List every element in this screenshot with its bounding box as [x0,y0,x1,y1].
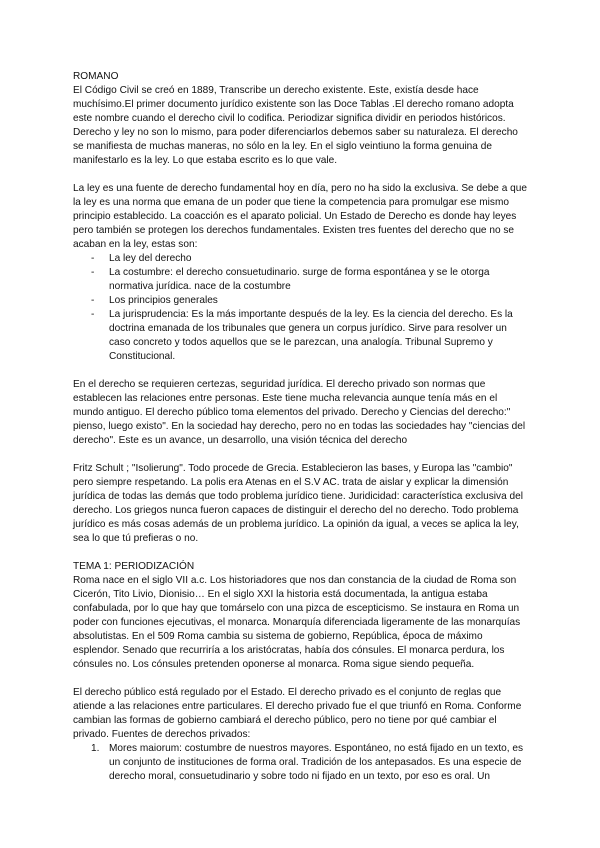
sources-list [73,252,528,364]
paragraph: La ley es una fuente de derecho fundamental hoy en día, pero no ha sido la exclusiva. Se debe a que la ley es una norma que emana de un poder que tiene la competencia para promulgar ese mismo principio establecido. La coacción es el aparato policial. Un Estado de Derecho es donde hay leyes pero también se protegen los derechos fundamentales. Existen tres fuentes del derecho que no se acaban en la ley, estas son: [73,183,527,250]
list-item-text: Mores maiorum: costumbre de nuestros mayores. Espontáneo, no está fijado en un texto, es un conjunto de instituciones de forma oral. Tradición de los antepasados. Es una especie de derecho moral, consuetudinario y sobre todo ni fijado en un texto, por eso es oral. Un [109,743,524,782]
paragraph: Fritz Schult ; "Isolierung". Todo procede de Grecia. Establecieron las bases, y Europa las "cambio" pero siempre respetando. La polis era Atenas en el S.V AC. trata de aislar y explicar la dimensión jurídica de todas las demás que todo problema jurídico tiene. Juridicidad: característica exclusiva del derecho. Los griegos nunca fueron capaces de distinguir el derecho del no derecho. Todo problema jurídico es más cosas además de un problema jurídico. La opinión da igual, a veces se aplica la ley, sea lo que tú prefieras o no. [73,463,523,544]
list-item [91,742,528,784]
paragraph: Roma nace en el siglo VII a.c. Los historiadores que nos dan constancia de la ciudad de Roma son Cicerón, Tito Livio, Dionisio… En el siglo XXI la historia está documentada, la antigua estaba confabulada, por lo que hay que tomárselo con una pizca de escepticismo. Se instaura en Roma un poder con funciones ejecutivas, el monarca. Monarquía diferenciada ligeramente de las monarquías absolutistas. En el 509 Roma cambia su sistema de gobierno, República, época de máximo esplendor. Senado que recurriría a los aristócratas, había dos cónsules. El monarca perdura, los cónsules no. Los cónsules pretenden oponerse al monarca. Roma sigue siendo pequeña. [73,575,521,670]
section-heading-romano: ROMANO [73,71,119,82]
private-sources-list [73,742,528,784]
paragraph: En el derecho se requieren certezas, seguridad jurídica. El derecho privado son normas que establecen las relaciones entre personas. Este tiene mucha relevancia aunque tenía más en el mundo antiguo. El derecho público toma elementos del privado. Derecho y Ciencias del derecho:" pienso, luego existo". En la sociedad hay derecho, pero no en todas las sociedades hay "ciencias del derecho". Este es un avance, un desarrollo, una visión técnica del derecho [73,379,526,446]
paragraph: El derecho público está regulado por el Estado. El derecho privado es el conjunto de reglas que atiende a las relaciones entre particulares. El derecho privado fue el que triunfó en Roma. Conforme cambian las formas de gobierno cambiará el derecho público, pero no tiene por qué cambiar el privado. Fuentes de derechos privados: [73,687,522,740]
list-item: - La ley del derecho [91,252,528,266]
paragraph: El Código Civil se creó en 1889, Transcribe un derecho existente. Este, existía desde hace muchísimo.El primer documento jurídico existente son las Doce Tablas .El derecho romano adopta este nombre cuando el derecho civil lo codifica. Periodizar significa dividir en periodos históricos. Derecho y ley no son lo mismo, para poder diferenciarlos debemos saber su naturaleza. El derecho se manifiesta de muchas maneras, no sólo en la ley. En el siglo veintiuno la forma genuina de manifestarlo es la ley. Lo que estaba escrito es lo que vale. [73,85,518,166]
list-item: - La costumbre: el derecho consuetudinario. surge de forma espontánea y se le otorga normativa jurídica. nace de la costumbre [91,266,528,294]
list-item-number: 1. [91,743,100,754]
list-item: - Los principios generales [91,294,528,308]
list-item: - La jurisprudencia: Es la más importante después de la ley. Es la ciencia del derecho. Es la doctrina emanada de los tribunales que genera un corpus jurídico. Sirve para resolver un caso concreto y todos aquellos que se le parezcan, una analogía. Tribunal Supremo y Constitucional. [91,308,528,364]
section-heading-periodizacion: TEMA 1: PERIODIZACIÓN [73,561,195,572]
